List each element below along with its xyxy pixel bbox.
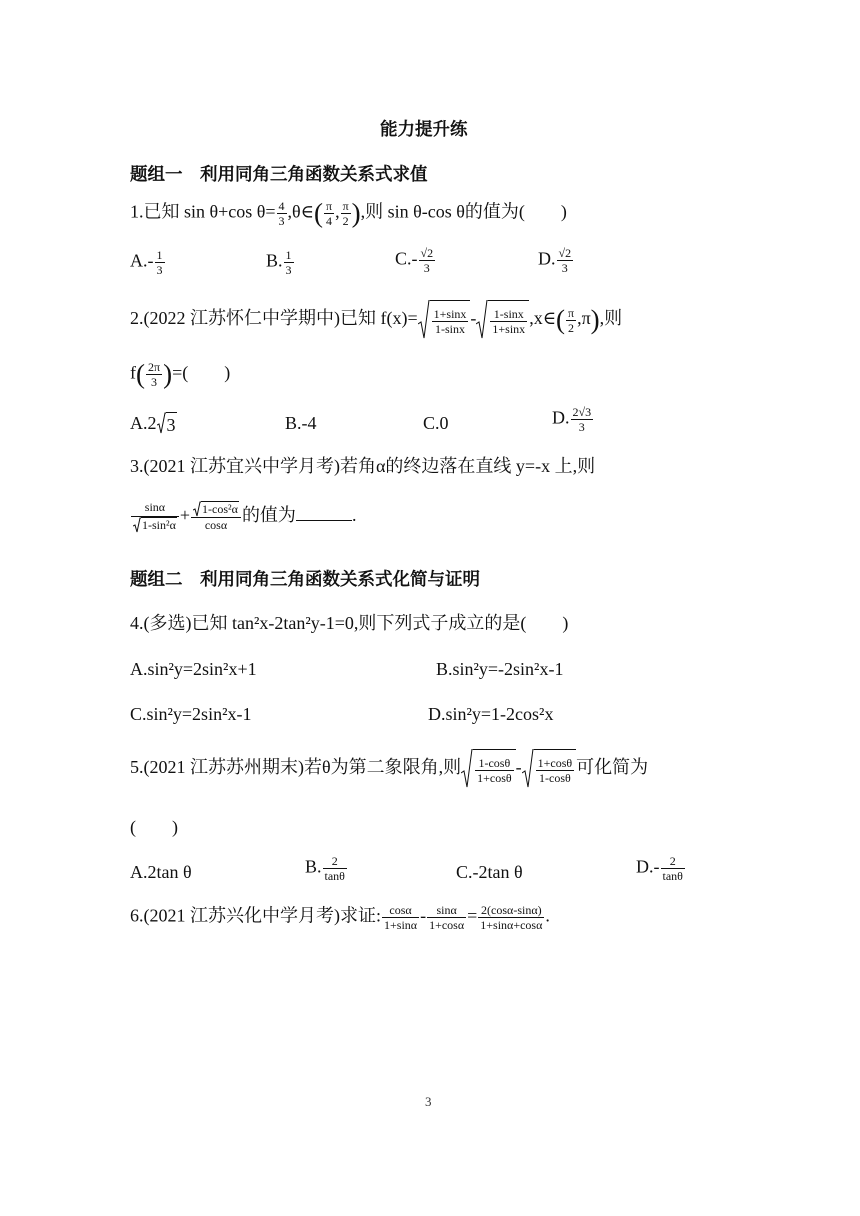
question-6: 6.(2021 江苏兴化中学月考)求证: $\frac{\cos\alpha}{1+\sin\alpha}$ - $\frac{\sin\alpha}{1+\cos\alpha}$ = $\frac{2(\cos\alpha-\sin\alpha)}{1+\sin\alpha+\cos\alpha}$ .: [130, 903, 550, 932]
page-title: 能力提升练: [380, 120, 468, 140]
question-4: 4.(多选)已知 tan²x-2tan²y-1=0,则下列式子成立的是( ): [130, 613, 569, 633]
page-number: 3: [425, 1094, 432, 1109]
section-heading-group1: 题组一 利用同角三角函数关系式求值: [130, 165, 428, 185]
option-b: B.sin²y=-2sin²x-1: [436, 659, 564, 679]
fraction: $\frac{\text{1-cos²α}}{\cos\alpha}$: [191, 501, 241, 532]
option-b: B.-4: [285, 413, 317, 433]
option-c: C.sin²y=2sin²x-1: [130, 704, 252, 724]
question-1: 1.已知 sin θ+cos θ= $\frac{4}{3}$ ,θ∈( $\frac{\pi}{4}$ , $\frac{\pi}{2}$ ),则 sin θ-cos θ的值为( ): [130, 198, 567, 228]
option-c: C.0: [423, 413, 449, 433]
option-b: B. $\frac{2}{\tan\theta}$: [305, 854, 345, 883]
option-d: D.- $\frac{2}{\tan\theta}$: [636, 854, 683, 883]
option-c: C.-2tan θ: [456, 862, 523, 882]
fraction: $\frac{\pi}{2}$: [342, 199, 349, 228]
option-d: D. $\frac{2√3}{3}$: [552, 405, 592, 434]
question-5: 5.(2021 江苏苏州期末)若θ为第二象限角,则 $\frac{1-\cos\theta}{1+\cos\theta}$ - $\frac{1+\cos\theta}{1-\cos\theta}$ 可化简为: [130, 749, 648, 789]
radical: $\frac{1-\sin x}{1+\sin x}$: [476, 300, 529, 340]
option-d: D.sin²y=1-2cos²x: [428, 704, 554, 724]
question-2-line2: f( $\frac{2\pi}{3}$ )=( ): [130, 359, 231, 389]
option-a: A.2 3: [130, 413, 176, 436]
option-b: B. $\frac{1}{3}$: [266, 248, 292, 277]
answer-blank[interactable]: [296, 520, 352, 521]
option-c: C.- $\frac{√2}{3}$: [395, 246, 434, 275]
option-a: A.- $\frac{1}{3}$: [130, 248, 163, 277]
option-a: A.sin²y=2sin²x+1: [130, 659, 257, 679]
radical: $\frac{1+\sin x}{1-\sin x}$: [418, 300, 471, 340]
section-heading-group2: 题组二 利用同角三角函数关系式化简与证明: [130, 570, 480, 590]
option-d: D. $\frac{√2}{3}$: [538, 246, 572, 275]
radical: $\frac{1-\cos\theta}{1+\cos\theta}$: [461, 749, 516, 789]
fraction: $\frac{4}{3}$: [278, 199, 285, 228]
fraction: $\frac{\sin\alpha}{\text{1-sin²α}}$: [131, 500, 179, 533]
question-3-expression: $\frac{\sin\alpha}{\text{1-sin²α}}$ + $\frac{\text{1-cos²α}}{\cos\alpha}$ 的值为 .: [130, 500, 356, 533]
fraction: $\frac{\pi}{4}$: [326, 199, 333, 228]
question-3: 3.(2021 江苏宜兴中学月考)若角α的终边落在直线 y=-x 上,则: [130, 456, 596, 476]
radical: $\frac{1+\cos\theta}{1-\cos\theta}$: [522, 749, 577, 789]
question-2: 2.(2022 江苏怀仁中学期中)已知 f(x)= $\frac{1+\sin x}{1-\sin x}$ - $\frac{1-\sin x}{1+\sin x}$ ,x∈( $\frac{\pi}{2}$ ,π),则: [130, 300, 622, 340]
answer-paren: ( ): [130, 817, 178, 837]
option-a: A.2tan θ: [130, 862, 192, 882]
